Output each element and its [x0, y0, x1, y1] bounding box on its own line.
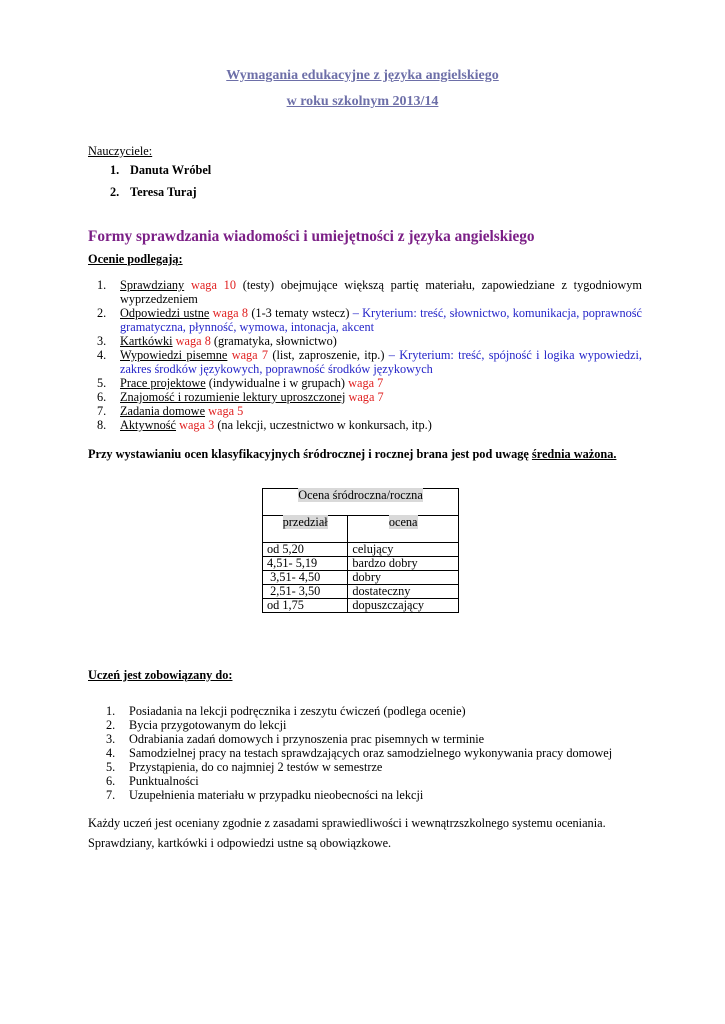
assessment-item — [97, 404, 642, 418]
item-description: (testy) obejmujące większą partię materiału, zapowiedziane z tygodniowym wyprzedzeniem — [120, 278, 642, 307]
range-cell: 2,51- 3,50 — [263, 585, 348, 599]
item-weight: waga 7 — [348, 376, 384, 390]
teacher-name: Teresa Turaj — [130, 185, 197, 199]
weighted-average-term: średnia ważona. — [531, 447, 617, 461]
assessment-item — [97, 306, 642, 335]
item-name: Prace projektowe — [120, 376, 206, 390]
duty-item — [106, 746, 612, 760]
duty-item — [106, 704, 466, 718]
item-criteria: – Kryterium: treść, słownictwo, komunikacja, poprawność gramatyczna, płynność, wymowa, intonacja, akcent — [120, 306, 642, 335]
item-weight: waga 7 — [231, 348, 269, 362]
assessment-item — [97, 418, 642, 432]
table-row — [263, 571, 459, 585]
closing-paragraph-2: Sprawdziany, kartkówki i odpowiedzi ustne są obowiązkowe. — [88, 836, 392, 850]
item-number: 3. — [97, 334, 107, 348]
document-title-line1: Wymagania edukacyjne z języka angielskiego — [226, 68, 499, 83]
item-number: 4. — [97, 348, 107, 362]
item-description: (1-3 tematy wstecz) — [248, 306, 353, 320]
duty-item — [106, 788, 423, 802]
duty-text: Przystąpienia, do co najmniej 2 testów w semestrze — [129, 760, 383, 774]
assessment-item — [97, 348, 642, 377]
item-criteria: – Kryterium: treść, spójność i logika wypowiedzi, zakres środków językowych, poprawność środków językowych — [120, 348, 643, 377]
duty-number: 5. — [106, 760, 116, 774]
range-cell: 4,51- 5,19 — [263, 557, 348, 571]
table-row — [263, 585, 459, 599]
duty-text: Samodzielnej pracy na testach sprawdzających oraz samodzielnego wykonywania pracy domowej — [129, 746, 613, 760]
teacher-name: Danuta Wróbel — [130, 163, 212, 177]
teacher-item — [110, 185, 197, 200]
document-title-line2: w roku szkolnym 2013/14 — [286, 94, 439, 109]
column-header-grade-label: ocena — [388, 515, 418, 529]
item-weight: waga 8 — [175, 334, 211, 348]
column-header-grade — [348, 516, 459, 543]
closing-paragraph-1: Każdy uczeń jest oceniany zgodnie z zasadami sprawiedliwości i wewnątrzszkolnego systemu oceniania. — [88, 816, 606, 830]
grade-cell: dopuszczający — [348, 599, 459, 613]
table-title: Ocena śródroczna/roczna — [298, 488, 423, 502]
weighted-average-note — [88, 447, 616, 462]
grade-cell: celujący — [348, 543, 459, 557]
teacher-number: 2. — [110, 185, 120, 199]
item-number: 2. — [97, 306, 107, 320]
duty-number: 7. — [106, 788, 116, 802]
item-number: 1. — [97, 278, 107, 292]
duty-text: Bycia przygotowanym do lekcji — [129, 718, 287, 732]
duty-text: Uzupełnienia materiału w przypadku nieobecności na lekcji — [129, 788, 424, 802]
duty-number: 1. — [106, 704, 116, 718]
item-number: 7. — [97, 404, 107, 418]
duty-item — [106, 774, 199, 788]
table-title-cell — [263, 489, 459, 516]
assessment-item — [97, 278, 642, 307]
item-name: Aktywność — [120, 418, 177, 432]
assessment-item — [97, 376, 642, 390]
assessment-item — [97, 334, 642, 348]
item-weight: waga 7 — [348, 390, 384, 404]
grade-cell: bardzo dobry — [348, 557, 459, 571]
item-name: Kartkówki — [120, 334, 173, 348]
item-name: Odpowiedzi ustne — [120, 306, 210, 320]
item-description: (na lekcji, uczestnictwo w konkursach, itp.) — [214, 418, 432, 432]
duty-number: 6. — [106, 774, 116, 788]
item-number: 6. — [97, 390, 107, 404]
section-heading: Formy sprawdzania wiadomości i umiejętności z języka angielskiego — [88, 228, 535, 245]
item-name: Zadania domowe — [120, 404, 206, 418]
duties-heading: Uczeń jest zobowiązany do: — [88, 668, 233, 682]
table-row — [263, 599, 459, 613]
subheading-assessed: Ocenie podlegają: — [88, 252, 183, 266]
item-number: 5. — [97, 376, 107, 390]
item-name: Wypowiedzi pisemne — [120, 348, 228, 362]
duty-item — [106, 718, 286, 732]
duty-number: 4. — [106, 746, 116, 760]
item-weight: waga 8 — [212, 306, 249, 320]
item-weight: waga 5 — [208, 404, 244, 418]
item-description: (indywidualne i w grupach) — [205, 376, 349, 390]
item-name: Sprawdziany — [120, 278, 185, 292]
teacher-number: 1. — [110, 163, 120, 177]
duty-text: Odrabiania zadań domowych i przynoszenia prac pisemnych w terminie — [129, 732, 485, 746]
grade-cell: dostateczny — [348, 585, 459, 599]
teachers-label: Nauczyciele: — [88, 144, 153, 158]
item-weight: waga 3 — [179, 418, 215, 432]
duty-text: Posiadania na lekcji podręcznika i zeszytu ćwiczeń (podlega ocenie) — [129, 704, 466, 718]
weighted-average-text: Przy wystawianiu ocen klasyfikacyjnych śródrocznej i rocznej brana jest pod uwagę — [88, 447, 532, 461]
grade-scale-table — [262, 488, 459, 613]
table-header-row — [263, 516, 459, 543]
column-header-range-label: przedział — [282, 515, 328, 529]
item-weight: waga 10 — [190, 278, 236, 292]
duty-number: 3. — [106, 732, 116, 746]
item-description: (gramatyka, słownictwo) — [210, 334, 337, 348]
item-description: (list, zaproszenie, itp.) — [268, 348, 389, 362]
table-row — [263, 543, 459, 557]
table-title-row — [263, 489, 459, 516]
assessment-item — [97, 390, 642, 404]
table-row — [263, 557, 459, 571]
duty-item — [106, 760, 382, 774]
range-cell: 3,51- 4,50 — [263, 571, 348, 585]
item-number: 8. — [97, 418, 107, 432]
column-header-range — [263, 516, 348, 543]
grade-cell: dobry — [348, 571, 459, 585]
range-cell: od 5,20 — [263, 543, 348, 557]
item-name: Znajomość i rozumienie lektury uproszczonej — [120, 390, 346, 404]
duty-number: 2. — [106, 718, 116, 732]
range-cell: od 1,75 — [263, 599, 348, 613]
teacher-item — [110, 163, 211, 178]
duty-item — [106, 732, 484, 746]
duty-text: Punktualności — [129, 774, 199, 788]
